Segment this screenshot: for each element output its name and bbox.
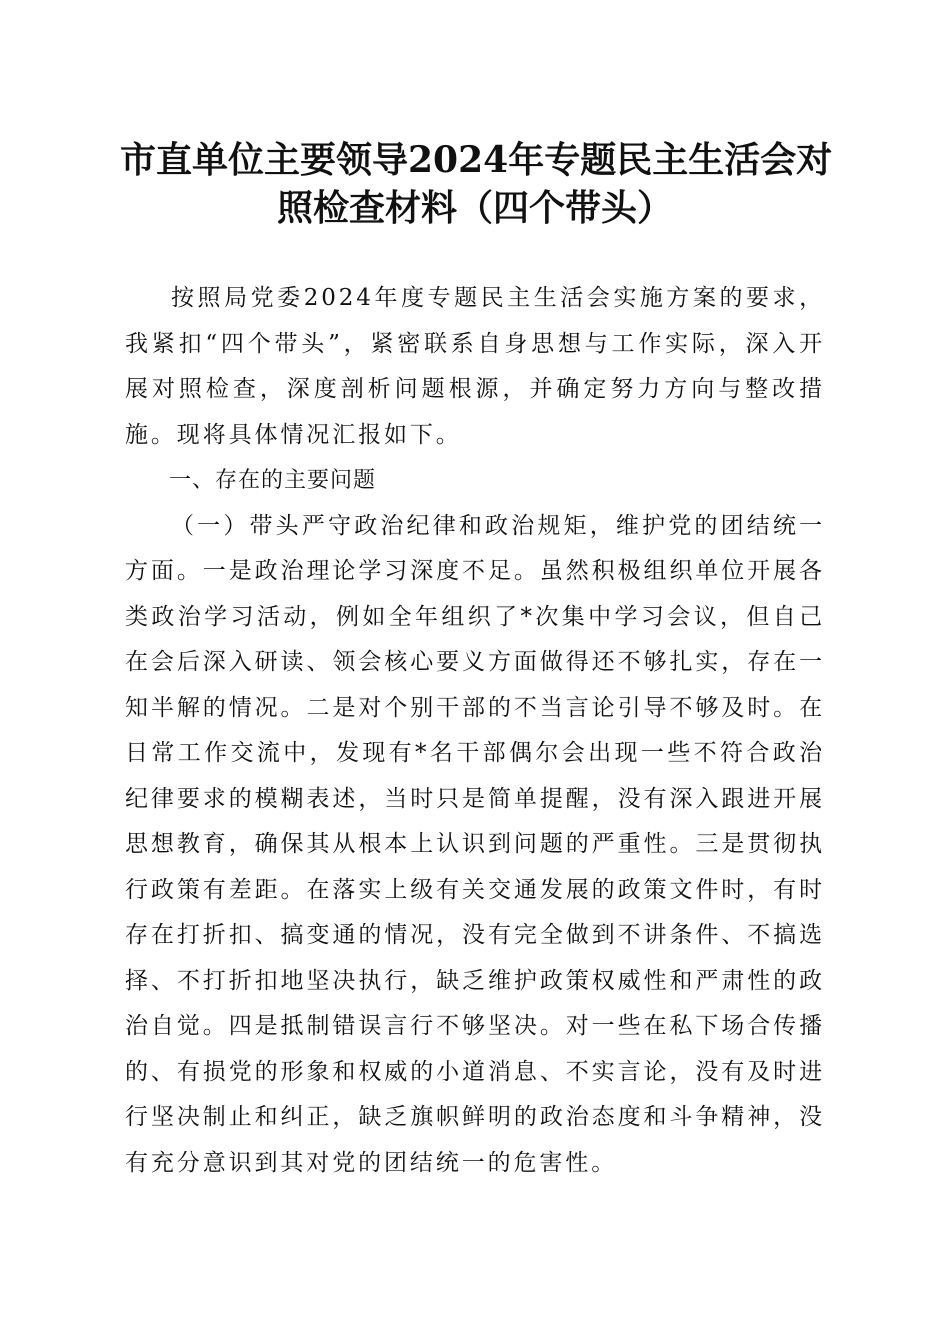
intro-paragraph: 按照局党委2024年度专题民主生活会实施方案的要求，我紧扣“四个带头”，紧密联系自身思想与工作实际，深入开展对照检查，深度剖析问题根源，并确定努力方向与整改措施。现将具体情况汇报如下。	[125, 285, 825, 448]
title-line-2: 照检查材料（四个带头）	[276, 187, 673, 229]
document-body	[125, 276, 825, 1186]
section-heading-problems: 一、存在的主要问题	[169, 468, 377, 493]
document-title	[120, 136, 833, 232]
section-paragraph-political-discipline: （一）带头严守政治纪律和政治规矩，维护党的团结统一方面。一是政治理论学习深度不足。虽然积极组织单位开展各类政治学习活动，例如全年组织了*次集中学习会议，但自己在会后深入研读、领会核心要义方面做得还不够扎实，存在一知半解的情况。二是对个别干部的不当言论引导不够及时。在日常工作交流中，发现有*名干部偶尔会出现一些不符合政治纪律要求的模糊表述，当时只是简单提醒，没有深入跟进开展思想教育，确保其从根本上认识到问题的严重性。三是贯彻执行政策有差距。在落实上级有关交通发展的政策文件时，有时存在打折扣、搞变通的情况，没有完全做到不讲条件、不搞选择、不打折扣地坚决执行，缺乏维护政策权威性和严肃性的政治自觉。四是抵制错误言行不够坚决。对一些在私下场合传播的、有损党的形象和权威的小道消息、不实言论，没有及时进行坚决制止和纠正，缺乏旗帜鲜明的政治态度和斗争精神，没有充分意识到其对党的团结统一的危害性。	[125, 512, 825, 1176]
title-line-1: 市直单位主要领导2024年专题民主生活会对	[120, 139, 833, 181]
